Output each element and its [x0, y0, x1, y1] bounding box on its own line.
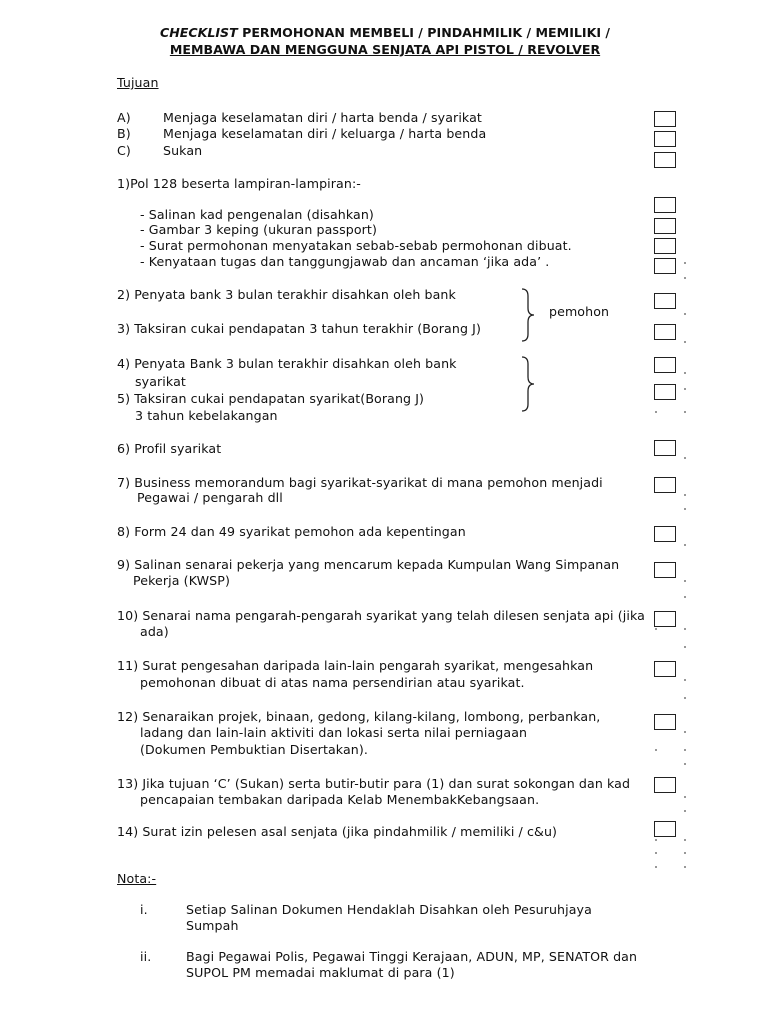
item-1-text: 1)Pol 128 beserta lampiran-lampiran:- — [117, 176, 361, 191]
guide-dot — [684, 679, 686, 681]
item-9-line-2: Pekerja (KWSP) — [133, 573, 230, 588]
checkbox-item-7[interactable] — [654, 477, 676, 493]
item-7-line-1: 7) Business memorandum bagi syarikat-syarikat di mana pemohon menjadi — [117, 475, 603, 490]
title-line-1-rest: PERMOHONAN MEMBELI / PINDAHMILIK / MEMILIKI / — [237, 25, 611, 40]
guide-dot — [684, 313, 686, 315]
nota-i-line-2: Sumpah — [186, 918, 239, 933]
guide-dot — [684, 596, 686, 598]
checkbox-item-1-sub-4[interactable] — [654, 258, 676, 274]
guide-dot — [655, 411, 657, 413]
guide-dot — [684, 866, 686, 868]
guide-dot — [684, 262, 686, 264]
checkbox-item-1-sub-3[interactable] — [654, 238, 676, 254]
title-italic-word: CHECKLIST — [159, 25, 238, 40]
item-12-line-1: 12) Senaraikan projek, binaan, gedong, kilang-kilang, lombong, perbankan, — [117, 709, 601, 724]
item-4-line-2: syarikat — [135, 374, 186, 389]
brace-syarikat — [518, 356, 538, 412]
tujuan-b-text: Menjaga keselamatan diri / keluarga / harta benda — [163, 126, 487, 141]
guide-dot — [684, 494, 686, 496]
checkbox-tujuan-b[interactable] — [654, 131, 676, 147]
checkbox-item-1-sub-2[interactable] — [654, 218, 676, 234]
checkbox-item-6[interactable] — [654, 440, 676, 456]
checkbox-item-9[interactable] — [654, 562, 676, 578]
item-5-line-1: 5) Taksiran cukai pendapatan syarikat(Borang J) — [117, 391, 425, 406]
item-12-line-2: ladang dan lain-lain aktiviti dan lokasi serta nilai perniagaan — [140, 725, 528, 740]
item-11-line-1: 11) Surat pengesahan daripada lain-lain pengarah syarikat, mengesahkan — [117, 658, 594, 673]
guide-dot — [655, 628, 657, 630]
tujuan-a-text: Menjaga keselamatan diri / harta benda / syarikat — [163, 110, 482, 125]
item-5-line-2: 3 tahun kebelakangan — [135, 408, 278, 423]
item-3-text: 3) Taksiran cukai pendapatan 3 tahun terakhir (Borang J) — [117, 321, 481, 336]
nota-ii-num: ii. — [140, 949, 152, 964]
item-2-text: 2) Penyata bank 3 bulan terakhir disahkan oleh bank — [117, 287, 456, 302]
title-line-2: MEMBAWA DAN MENGGUNA SENJATA API PISTOL / REVOLVER — [169, 42, 601, 57]
guide-dot — [684, 852, 686, 854]
guide-dot — [684, 749, 686, 751]
guide-dot — [684, 580, 686, 582]
guide-dot — [684, 697, 686, 699]
guide-dot — [655, 852, 657, 854]
item-6-text: 6) Profil syarikat — [117, 441, 222, 456]
guide-dot — [684, 763, 686, 765]
item-7-line-2: Pegawai / pengarah dll — [137, 490, 283, 505]
item-10-line-1: 10) Senarai nama pengarah-pengarah syarikat yang telah dilesen senjata api (jika — [117, 608, 645, 623]
guide-dot — [655, 749, 657, 751]
brace-pemohon — [518, 288, 538, 342]
checkbox-item-4[interactable] — [654, 357, 676, 373]
document-title-line-2 — [0, 41, 770, 58]
guide-dot — [684, 839, 686, 841]
guide-dot — [655, 866, 657, 868]
item-10-line-2: ada) — [140, 624, 169, 639]
item-14-text: 14) Surat izin pelesen asal senjata (jika pindahmilik / memiliki / c&u) — [117, 824, 558, 839]
tujuan-heading: Tujuan — [117, 75, 159, 90]
item-1-sub-3: - Surat permohonan menyatakan sebab-sebab permohonan dibuat. — [140, 238, 572, 253]
item-1-sub-4: - Kenyataan tugas dan tanggungjawab dan ancaman ‘jika ada’ . — [140, 254, 550, 269]
checkbox-item-11[interactable] — [654, 661, 676, 677]
nota-i-num: i. — [140, 902, 148, 917]
checkbox-item-5[interactable] — [654, 384, 676, 400]
guide-dot — [684, 277, 686, 279]
guide-dot — [684, 731, 686, 733]
guide-dot — [684, 796, 686, 798]
pemohon-label: pemohon — [549, 304, 610, 319]
guide-dot — [655, 839, 657, 841]
checkbox-item-8[interactable] — [654, 526, 676, 542]
checkbox-tujuan-c[interactable] — [654, 152, 676, 168]
checkbox-item-1-sub-1[interactable] — [654, 197, 676, 213]
item-9-line-1: 9) Salinan senarai pekerja yang mencarum kepada Kumpulan Wang Simpanan — [117, 557, 620, 572]
checkbox-item-2[interactable] — [654, 293, 676, 309]
tujuan-c-letter: C) — [117, 143, 131, 158]
nota-i-line-1: Setiap Salinan Dokumen Hendaklah Disahkan oleh Pesuruhjaya — [186, 902, 592, 917]
checkbox-item-3[interactable] — [654, 324, 676, 340]
guide-dot — [684, 457, 686, 459]
checkbox-item-14[interactable] — [654, 821, 676, 837]
item-1-sub-2: - Gambar 3 keping (ukuran passport) — [140, 222, 377, 237]
guide-dot — [684, 544, 686, 546]
guide-dot — [684, 810, 686, 812]
tujuan-a-letter: A) — [117, 110, 131, 125]
guide-dot — [684, 508, 686, 510]
checkbox-tujuan-a[interactable] — [654, 111, 676, 127]
guide-dot — [684, 646, 686, 648]
guide-dot — [684, 341, 686, 343]
nota-ii-line-1: Bagi Pegawai Polis, Pegawai Tinggi Kerajaan, ADUN, MP, SENATOR dan — [186, 949, 638, 964]
item-8-text: 8) Form 24 dan 49 syarikat pemohon ada kepentingan — [117, 524, 466, 539]
item-13-line-2: pencapaian tembakan daripada Kelab MenembakKebangsaan. — [140, 792, 540, 807]
item-12-line-3: (Dokumen Pembuktian Disertakan). — [140, 742, 368, 757]
document-title-line-1 — [0, 24, 770, 41]
guide-dot — [684, 628, 686, 630]
guide-dot — [684, 372, 686, 374]
tujuan-b-letter: B) — [117, 126, 131, 141]
checkbox-item-12[interactable] — [654, 714, 676, 730]
item-4-line-1: 4) Penyata Bank 3 bulan terakhir disahkan oleh bank — [117, 356, 457, 371]
guide-dot — [684, 388, 686, 390]
tujuan-c-text: Sukan — [163, 143, 203, 158]
item-1-sub-1: - Salinan kad pengenalan (disahkan) — [140, 207, 374, 222]
checkbox-item-10[interactable] — [654, 611, 676, 627]
nota-heading: Nota:- — [117, 871, 157, 886]
item-11-line-2: pemohonan dibuat di atas nama persendirian atau syarikat. — [140, 675, 525, 690]
item-13-line-1: 13) Jika tujuan ‘C’ (Sukan) serta butir-butir para (1) dan surat sokongan dan kad — [117, 776, 631, 791]
guide-dot — [684, 411, 686, 413]
nota-ii-line-2: SUPOL PM memadai maklumat di para (1) — [186, 965, 455, 980]
checkbox-item-13[interactable] — [654, 777, 676, 793]
